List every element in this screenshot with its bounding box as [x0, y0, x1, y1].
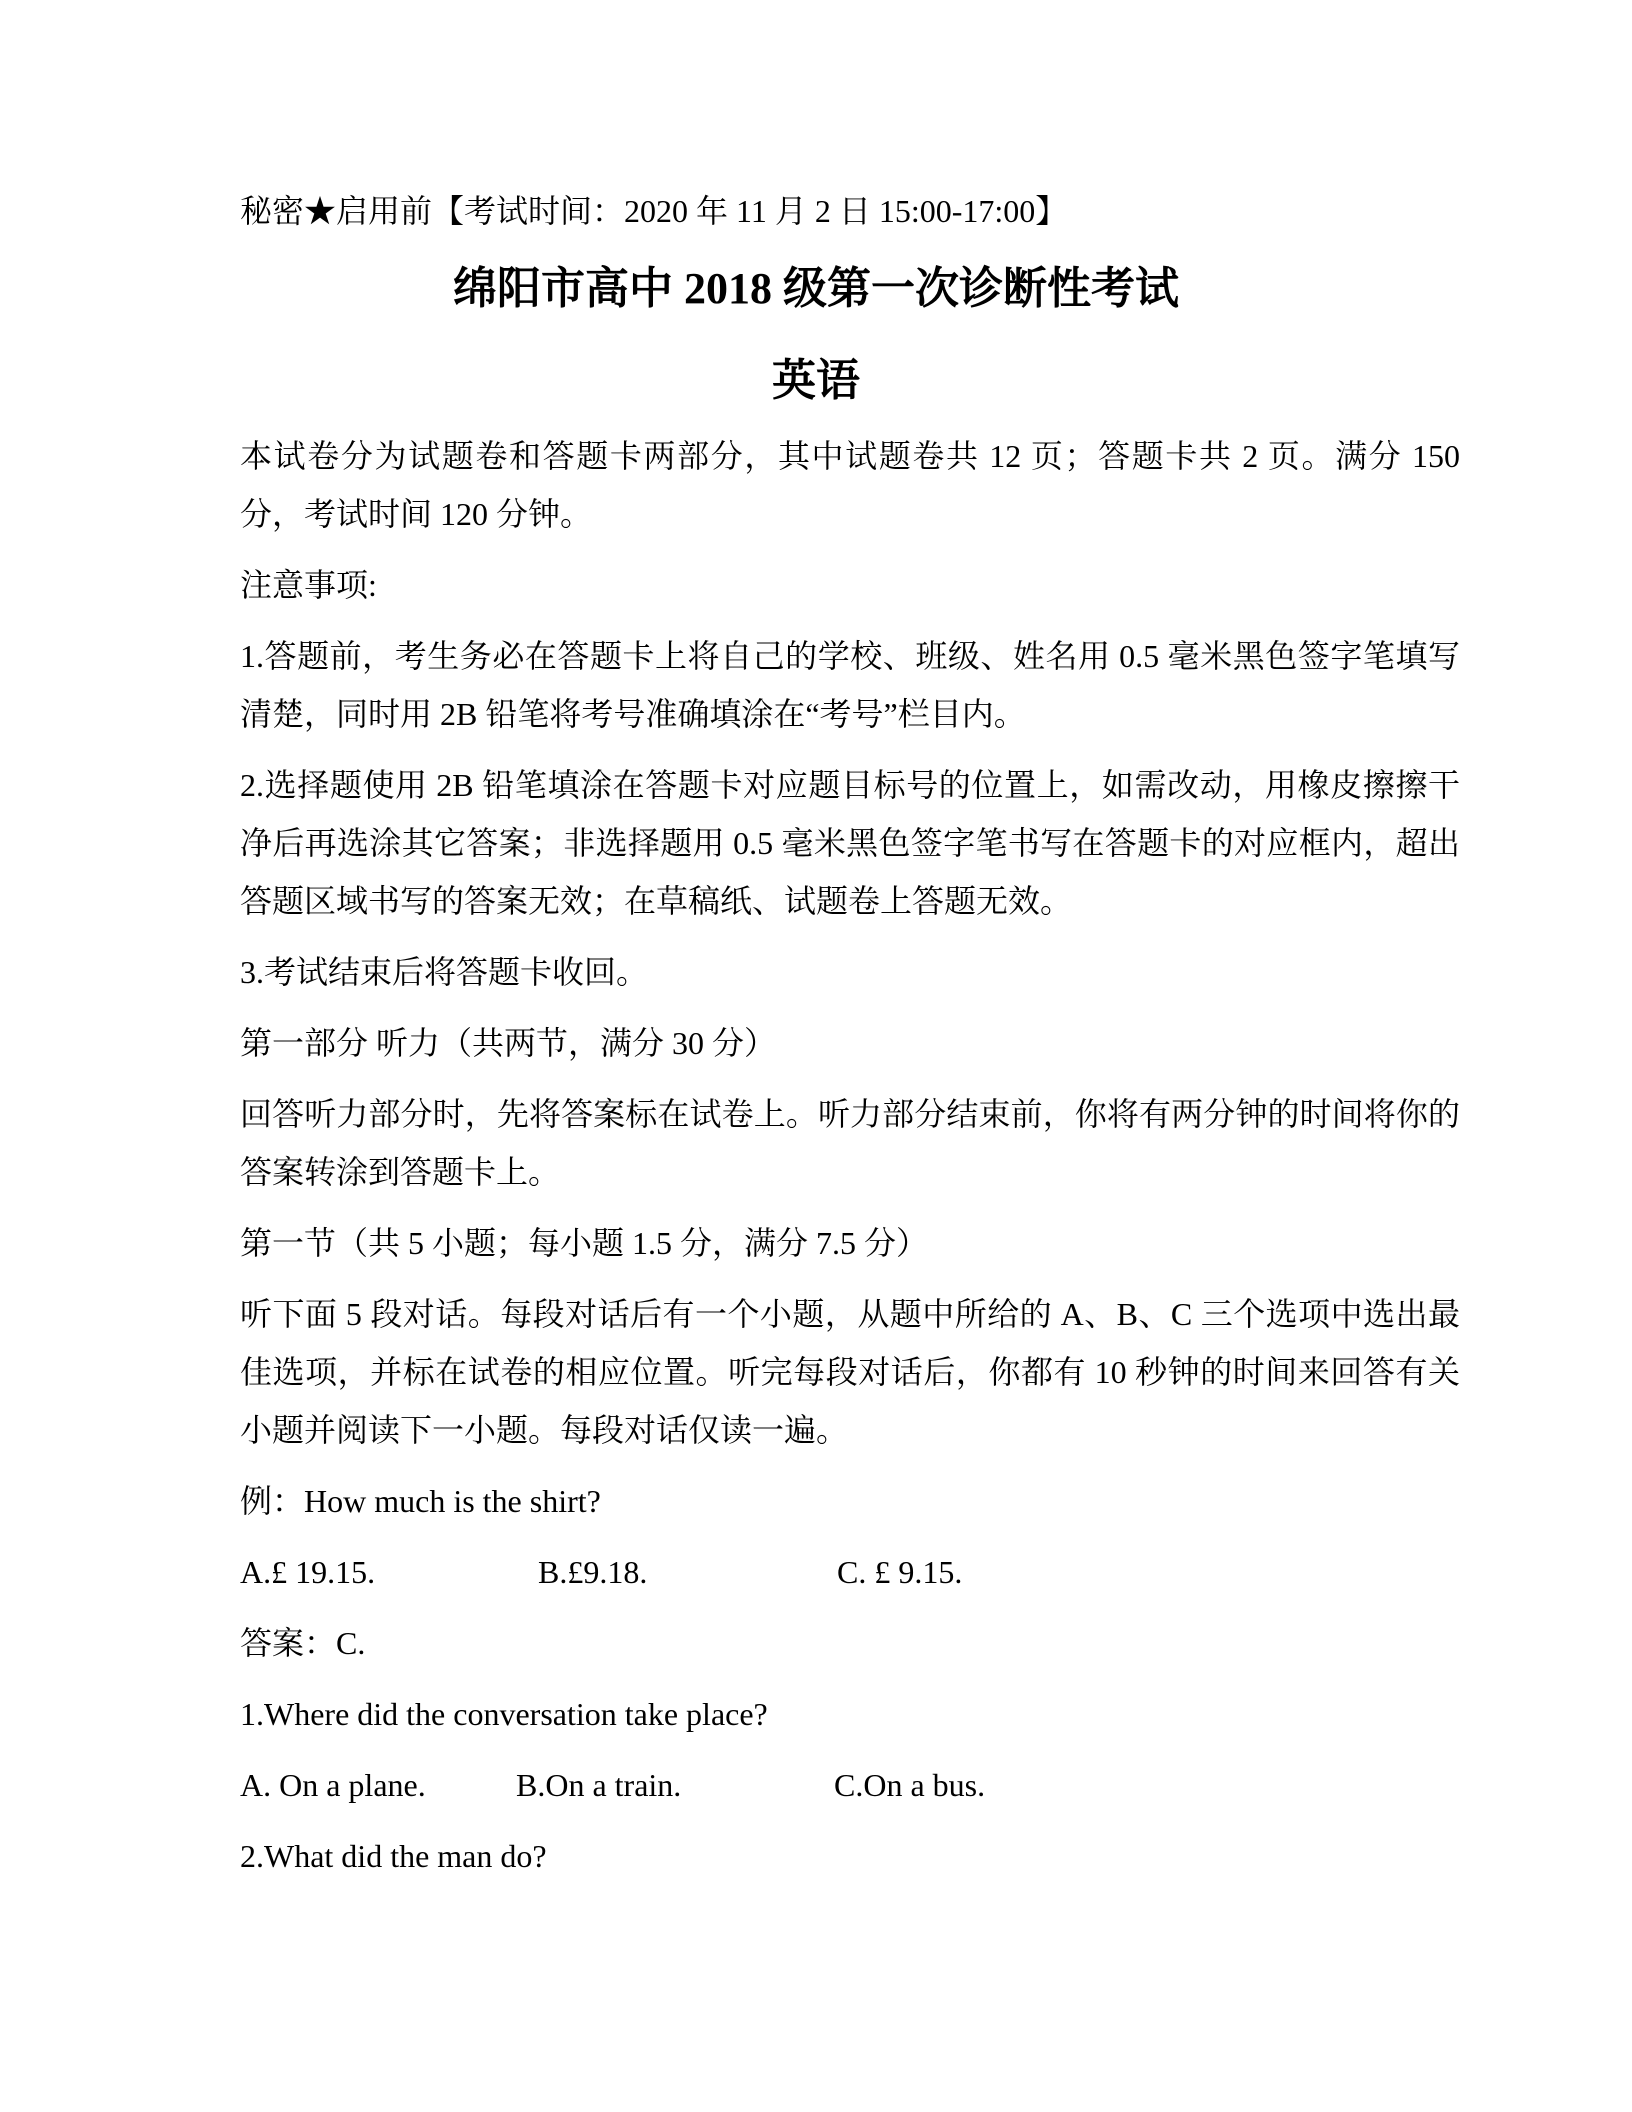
- example-option-b: B.£9.18.: [538, 1554, 648, 1590]
- example-options-row: [240, 1543, 1460, 1601]
- section1-heading: 第一节（共 5 小题；每小题 1.5 分，满分 7.5 分）: [240, 1225, 929, 1261]
- exam-title: 绵阳市高中 2018 级第一次诊断性考试: [453, 264, 1179, 313]
- confidential-notice: 秘密★启用前【考试时间：2020 年 11 月 2 日 15:00-17:00】: [240, 193, 1068, 229]
- section1-instruction: 听下面 5 段对话。每段对话后有一个小题，从题中所给的 A、B、C 三个选项中选出最佳选项，并标在试卷的相应位置。听完每段对话后，你都有 10 秒钟的时间来回答有关小题并阅读下一小题。每段对话仅读一遍。: [240, 1296, 1460, 1448]
- subject-title: 英语: [772, 356, 860, 405]
- example-option-a: A.£ 19.15.: [240, 1554, 376, 1590]
- question-1-options-row: [240, 1756, 1460, 1814]
- listening-instruction: 回答听力部分时，先将答案标在试卷上。听力部分结束前，你将有两分钟的时间将你的答案转涂到答题卡上。: [240, 1096, 1460, 1190]
- notes-heading: 注意事项:: [240, 567, 377, 603]
- note-item-1: 1.答题前，考生务必在答题卡上将自己的学校、班级、姓名用 0.5 毫米黑色签字笔填写清楚，同时用 2B 铅笔将考号准确填涂在“考号”栏目内。: [240, 638, 1460, 732]
- example-question: 例：How much is the shirt?: [240, 1483, 601, 1519]
- question-1-option-a: A. On a plane.: [240, 1767, 426, 1803]
- question-2-text: 2.What did the man do?: [240, 1838, 547, 1874]
- note-item-3: 3.考试结束后将答题卡收回。: [240, 954, 649, 990]
- part1-heading: 第一部分 听力（共两节，满分 30 分）: [240, 1025, 777, 1061]
- question-1-option-b: B.On a train.: [516, 1767, 682, 1803]
- question-1-option-c: C.On a bus.: [834, 1767, 986, 1803]
- note-item-2: 2.选择题使用 2B 铅笔填涂在答题卡对应题目标号的位置上，如需改动，用橡皮擦擦干净后再选涂其它答案；非选择题用 0.5 毫米黑色签字笔书写在答题卡的对应框内，超出答题区域书写的答案无效；在草稿纸、试题卷上答题无效。: [240, 767, 1460, 919]
- question-1-text: 1.Where did the conversation take place?: [240, 1696, 768, 1732]
- example-option-c: C. £ 9.15.: [837, 1554, 963, 1590]
- intro-paragraph: 本试卷分为试题卷和答题卡两部分，其中试题卷共 12 页；答题卡共 2 页。满分 150 分，考试时间 120 分钟。: [240, 438, 1460, 532]
- example-answer: 答案：C.: [240, 1625, 366, 1661]
